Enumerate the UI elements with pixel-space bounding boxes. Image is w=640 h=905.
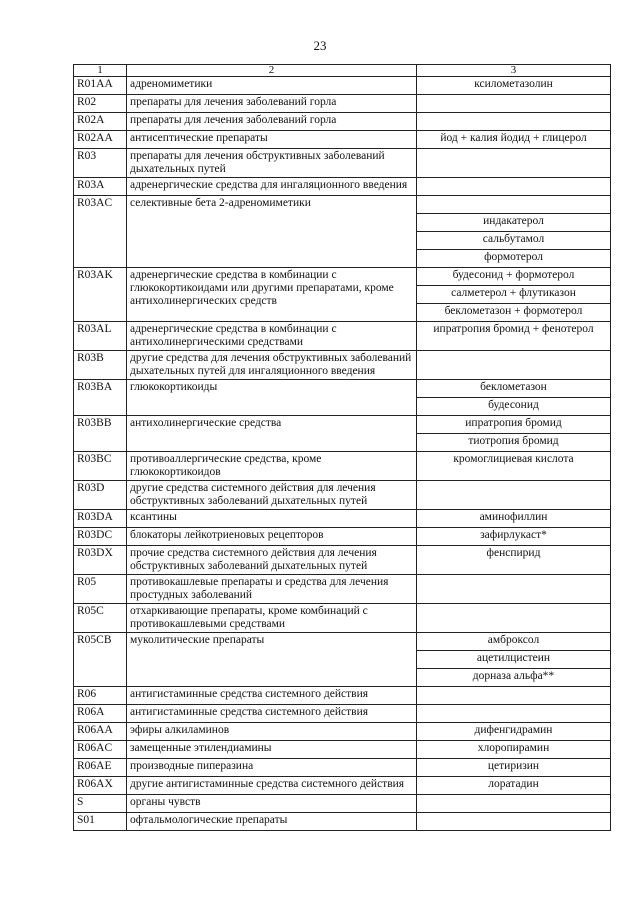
medication-name: ипратропия бромид + фенотерол bbox=[433, 323, 594, 335]
medication-name bbox=[417, 95, 610, 112]
table-header-row bbox=[74, 65, 611, 77]
medication-cell bbox=[417, 351, 611, 380]
table-row bbox=[74, 528, 611, 546]
group-description-cell: препараты для лечения заболеваний горла bbox=[127, 95, 417, 113]
medication-name: лоратадин bbox=[488, 778, 539, 790]
medication-cell bbox=[417, 452, 611, 481]
atc-code-cell: R03BA bbox=[74, 380, 127, 416]
group-description-cell: адренергические средства в комбинации с глюкокортикоидами или другими препаратами, кроме антихолинергических средств bbox=[127, 268, 417, 322]
atc-code-cell: R06AX bbox=[74, 777, 127, 795]
table-row bbox=[74, 741, 611, 759]
medication-name: цетиризин bbox=[487, 760, 540, 772]
group-description-cell: офтальмологические препараты bbox=[127, 813, 417, 831]
medication-name: ипратропия бромид bbox=[417, 416, 610, 434]
table-row bbox=[74, 131, 611, 149]
medication-cell bbox=[417, 77, 611, 95]
table-row bbox=[74, 604, 611, 633]
medication-cell bbox=[417, 759, 611, 777]
medication-cell bbox=[417, 777, 611, 795]
table-row bbox=[74, 813, 611, 831]
atc-code-cell: R03AL bbox=[74, 322, 127, 351]
medication-cell bbox=[417, 633, 611, 687]
table-row bbox=[74, 575, 611, 604]
medication-cell bbox=[417, 510, 611, 528]
medication-cell bbox=[417, 95, 611, 113]
table-row bbox=[74, 149, 611, 178]
column-header-description: 2 bbox=[127, 65, 417, 77]
medication-cell bbox=[417, 705, 611, 723]
medication-name: сальбутамол bbox=[417, 232, 610, 250]
medication-name: кромоглициевая кислота bbox=[453, 453, 574, 465]
medication-cell bbox=[417, 723, 611, 741]
group-description-cell: замещенные этилендиамины bbox=[127, 741, 417, 759]
group-description-cell: противокашлевые препараты и средства для лечения простудных заболеваний bbox=[127, 575, 417, 604]
group-description-cell: противоаллергические средства, кроме глюкокортикоидов bbox=[127, 452, 417, 481]
medication-name: будесонид bbox=[488, 399, 539, 411]
medication-name bbox=[417, 351, 610, 368]
group-description-cell: препараты для лечения обструктивных заболеваний дыхательных путей bbox=[127, 149, 417, 178]
group-description-cell: органы чувств bbox=[127, 795, 417, 813]
table-row bbox=[74, 452, 611, 481]
table-row bbox=[74, 723, 611, 741]
medication-name bbox=[417, 113, 610, 130]
medication-name bbox=[417, 687, 610, 704]
medication-name bbox=[417, 481, 610, 498]
medication-cell bbox=[417, 113, 611, 131]
medication-cell bbox=[417, 380, 611, 416]
medication-name bbox=[417, 149, 610, 166]
medication-cell bbox=[417, 149, 611, 178]
table-row bbox=[74, 322, 611, 351]
atc-code-cell: R03A bbox=[74, 178, 127, 196]
medication-name: будесонид + формотерол bbox=[417, 268, 610, 286]
medication-cell bbox=[417, 196, 611, 268]
medication-name bbox=[417, 795, 610, 812]
atc-code-cell: R03DA bbox=[74, 510, 127, 528]
column-header-medication: 3 bbox=[417, 65, 611, 77]
medication-cell bbox=[417, 604, 611, 633]
atc-code-cell: R05C bbox=[74, 604, 127, 633]
atc-code-cell: R06AC bbox=[74, 741, 127, 759]
medication-name: йод + калия йодид + глицерол bbox=[440, 132, 587, 144]
atc-code-cell: R03B bbox=[74, 351, 127, 380]
table-row bbox=[74, 795, 611, 813]
medication-name: зафирлукаст* bbox=[480, 529, 547, 541]
atc-code-cell: R03DX bbox=[74, 546, 127, 575]
group-description-cell: другие антигистаминные средства системного действия bbox=[127, 777, 417, 795]
medication-name: салметерол + флутиказон bbox=[417, 286, 610, 304]
atc-code-cell: R03BC bbox=[74, 452, 127, 481]
group-description-cell: глюкокортикоиды bbox=[127, 380, 417, 416]
atc-drug-table bbox=[73, 64, 611, 831]
table-row bbox=[74, 380, 611, 416]
atc-code-cell: R05CB bbox=[74, 633, 127, 687]
atc-code-cell: R03BB bbox=[74, 416, 127, 452]
group-description-cell: антигистаминные средства системного действия bbox=[127, 687, 417, 705]
atc-code-cell: R03D bbox=[74, 481, 127, 510]
table-row bbox=[74, 77, 611, 95]
table-row bbox=[74, 196, 611, 268]
medication-name: индакатерол bbox=[417, 214, 610, 232]
medication-name: дифенгидрамин bbox=[474, 724, 553, 736]
medication-cell bbox=[417, 481, 611, 510]
group-description-cell: антигистаминные средства системного действия bbox=[127, 705, 417, 723]
group-description-cell: другие средства для лечения обструктивных заболеваний дыхательных путей для ингаляционного введения bbox=[127, 351, 417, 380]
column-header-code: 1 bbox=[74, 65, 127, 77]
medication-cell bbox=[417, 131, 611, 149]
atc-code-cell: R03 bbox=[74, 149, 127, 178]
atc-code-cell: R02A bbox=[74, 113, 127, 131]
table-row bbox=[74, 510, 611, 528]
group-description-cell: производные пиперазина bbox=[127, 759, 417, 777]
table-row bbox=[74, 759, 611, 777]
medication-name bbox=[417, 813, 610, 830]
medication-name: амброксол bbox=[417, 633, 610, 651]
medication-name bbox=[417, 604, 610, 621]
medication-name: ацетилцистеин bbox=[417, 651, 610, 669]
atc-code-cell: R06AE bbox=[74, 759, 127, 777]
table-row bbox=[74, 178, 611, 196]
table-row bbox=[74, 416, 611, 452]
atc-code-cell: R02 bbox=[74, 95, 127, 113]
atc-code-cell: R05 bbox=[74, 575, 127, 604]
group-description-cell: блокаторы лейкотриеновых рецепторов bbox=[127, 528, 417, 546]
group-description-cell: адренергические средства в комбинации с антихолинергическими средствами bbox=[127, 322, 417, 351]
medication-name bbox=[417, 196, 610, 214]
atc-code-cell: R02AA bbox=[74, 131, 127, 149]
atc-code-cell: R06AA bbox=[74, 723, 127, 741]
group-description-cell: муколитические препараты bbox=[127, 633, 417, 687]
medication-cell bbox=[417, 795, 611, 813]
medication-cell bbox=[417, 416, 611, 452]
medication-name: хлоропирамин bbox=[477, 742, 550, 754]
medication-cell bbox=[417, 546, 611, 575]
medication-name: ксилометазолин bbox=[474, 78, 553, 90]
atc-code-cell: S bbox=[74, 795, 127, 813]
medication-name: аминофиллин bbox=[479, 511, 548, 523]
medication-name: формотерол bbox=[484, 251, 543, 263]
table-row bbox=[74, 687, 611, 705]
table-row bbox=[74, 351, 611, 380]
table-body bbox=[74, 77, 611, 831]
table-row bbox=[74, 633, 611, 687]
medication-cell bbox=[417, 813, 611, 831]
medication-cell bbox=[417, 687, 611, 705]
group-description-cell: эфиры алкиламинов bbox=[127, 723, 417, 741]
atc-code-cell: R03AK bbox=[74, 268, 127, 322]
group-description-cell: отхаркивающие препараты, кроме комбинаций с противокашлевыми средствами bbox=[127, 604, 417, 633]
group-description-cell: ксантины bbox=[127, 510, 417, 528]
medication-name bbox=[417, 178, 610, 195]
medication-cell bbox=[417, 741, 611, 759]
medication-name: фенспирид bbox=[486, 547, 541, 559]
group-description-cell: прочие средства системного действия для лечения обструктивных заболеваний дыхательных путей bbox=[127, 546, 417, 575]
medication-name: беклометазон bbox=[417, 380, 610, 398]
group-description-cell: адренергические средства для ингаляционного введения bbox=[127, 178, 417, 196]
table-row bbox=[74, 95, 611, 113]
medication-cell bbox=[417, 575, 611, 604]
atc-code-cell: R03AC bbox=[74, 196, 127, 268]
atc-code-cell: R06A bbox=[74, 705, 127, 723]
atc-code-cell: R06 bbox=[74, 687, 127, 705]
medication-cell bbox=[417, 322, 611, 351]
group-description-cell: антихолинергические средства bbox=[127, 416, 417, 452]
page-number: 23 bbox=[313, 38, 327, 53]
medication-name: дорназа альфа** bbox=[472, 670, 555, 682]
atc-code-cell: R03DC bbox=[74, 528, 127, 546]
medication-name bbox=[417, 575, 610, 592]
table-row bbox=[74, 268, 611, 322]
table-row bbox=[74, 705, 611, 723]
table-row bbox=[74, 546, 611, 575]
group-description-cell: антисептические препараты bbox=[127, 131, 417, 149]
medication-cell bbox=[417, 268, 611, 322]
medication-name: беклометазон + формотерол bbox=[444, 305, 583, 317]
medication-name: тиотропия бромид bbox=[468, 435, 559, 447]
group-description-cell: адреномиметики bbox=[127, 77, 417, 95]
medication-cell bbox=[417, 178, 611, 196]
group-description-cell: другие средства системного действия для лечения обструктивных заболеваний дыхательных путей bbox=[127, 481, 417, 510]
table-row bbox=[74, 777, 611, 795]
group-description-cell: препараты для лечения заболеваний горла bbox=[127, 113, 417, 131]
table-row bbox=[74, 481, 611, 510]
table-row bbox=[74, 113, 611, 131]
medication-name bbox=[417, 705, 610, 722]
atc-code-cell: R01AA bbox=[74, 77, 127, 95]
group-description-cell: селективные бета 2-адреномиметики bbox=[127, 196, 417, 268]
atc-code-cell: S01 bbox=[74, 813, 127, 831]
medication-cell bbox=[417, 528, 611, 546]
